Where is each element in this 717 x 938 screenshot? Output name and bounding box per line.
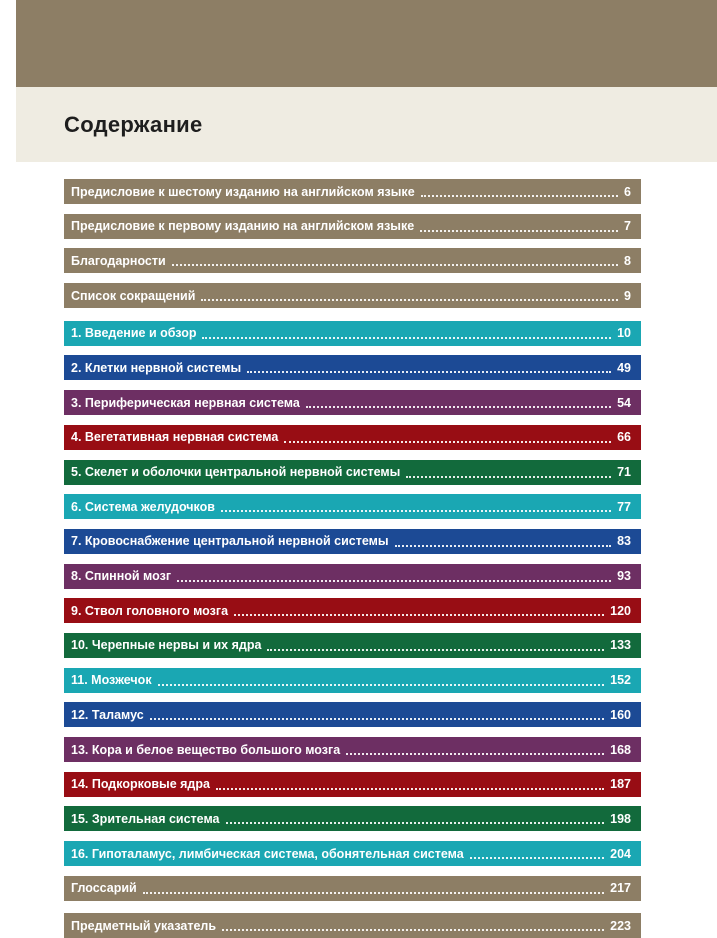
toc-entry-page: 204	[610, 846, 631, 861]
toc-entry-title: 5. Скелет и оболочки центральной нервной системы	[71, 465, 401, 479]
toc-entry-chapter-6[interactable]	[64, 494, 641, 519]
toc-entry-chapter-13[interactable]	[64, 737, 641, 762]
toc-entry-chapter-15[interactable]	[64, 806, 641, 831]
dot-leader	[143, 891, 604, 894]
toc-entry-index[interactable]	[64, 913, 641, 938]
toc-entry-title: 13. Кора и белое вещество большого мозга	[71, 742, 341, 757]
toc-entry-title: Предметный указатель	[71, 918, 217, 933]
toc-entry-chapter-2[interactable]	[64, 355, 641, 380]
toc-entry-page: 8	[624, 253, 631, 268]
toc-entry-page: 152	[610, 673, 631, 688]
toc-entry-page: 54	[617, 395, 631, 410]
toc-entry-page: 7	[624, 219, 631, 234]
toc-entry-page: 10	[617, 326, 631, 341]
toc-entry-chapter-12[interactable]	[64, 702, 641, 727]
dot-leader	[284, 440, 611, 443]
toc-entry-chapter-5[interactable]	[64, 460, 641, 485]
toc-entry-title: Предисловие к шестому изданию на английском языке	[71, 184, 415, 199]
top-decorative-band	[16, 0, 717, 87]
dot-leader	[247, 370, 611, 373]
toc-entry-title: 12. Таламус	[71, 707, 144, 722]
toc-entry-page: 133	[610, 638, 631, 653]
toc-entry-title: 6. Система желудочков	[71, 499, 215, 514]
toc-entry-title: 10. Черепные нервы и их ядра	[71, 638, 262, 653]
toc-entry-page: 9	[624, 288, 631, 303]
dot-leader	[201, 298, 618, 301]
table-of-contents	[64, 179, 641, 938]
dot-leader	[172, 263, 618, 266]
toc-entry-page: 66	[617, 430, 631, 445]
toc-entry-page: 187	[610, 777, 631, 792]
toc-entry-chapter-9[interactable]	[64, 598, 641, 623]
dot-leader	[177, 579, 611, 582]
dot-leader	[216, 787, 604, 790]
toc-entry-chapter-1[interactable]	[64, 321, 641, 346]
toc-entry-title: 15. Зрительная система	[71, 811, 220, 826]
toc-entry-page: 83	[617, 534, 631, 549]
toc-entry-chapter-3[interactable]	[64, 390, 641, 415]
dot-leader	[234, 613, 604, 616]
dot-leader	[158, 683, 605, 686]
toc-entry-chapter-14[interactable]	[64, 772, 641, 797]
toc-entry-title: 9. Ствол головного мозга	[71, 603, 229, 618]
toc-entry-page: 6	[624, 184, 631, 199]
dot-leader	[306, 405, 611, 408]
toc-entry-page: 93	[617, 569, 631, 584]
toc-entry-page: 223	[610, 918, 631, 933]
toc-entry-title: 4. Вегетативная нервная система	[71, 430, 279, 445]
dot-leader	[421, 194, 618, 197]
toc-entry-page: 198	[610, 811, 631, 826]
toc-entry-title: Глоссарий	[71, 881, 137, 896]
toc-entry-chapter-10[interactable]	[64, 633, 641, 658]
dot-leader	[406, 475, 611, 478]
dot-leader	[420, 229, 618, 232]
toc-entry-page: 217	[610, 881, 631, 896]
dot-leader	[222, 928, 604, 931]
toc-entry-abbreviations[interactable]	[64, 283, 641, 308]
toc-entry-page: 49	[617, 360, 631, 375]
dot-leader	[150, 717, 604, 720]
toc-entry-chapter-8[interactable]	[64, 564, 641, 589]
toc-entry-page: 120	[610, 603, 631, 618]
toc-entry-title: 11. Мозжечок	[71, 673, 152, 688]
toc-entry-page: 77	[617, 499, 631, 514]
toc-entry-chapter-16[interactable]	[64, 841, 641, 866]
toc-entry-chapter-4[interactable]	[64, 425, 641, 450]
toc-entry-title: 14. Подкорковые ядра	[71, 777, 210, 792]
toc-entry-title: 8. Спинной мозг	[71, 569, 172, 584]
dot-leader	[226, 821, 605, 824]
toc-entry-title: 16. Гипоталамус, лимбическая система, обонятельная система	[71, 846, 464, 861]
toc-entry-acknowledgements[interactable]	[64, 248, 641, 273]
toc-entry-title: Благодарности	[71, 253, 166, 268]
dot-leader	[346, 752, 604, 755]
toc-entry-title: Список сокращений	[71, 288, 196, 303]
toc-entry-title: Предисловие к первому изданию на английском языке	[71, 219, 415, 234]
dot-leader	[267, 648, 604, 651]
toc-entry-page: 168	[610, 742, 631, 757]
dot-leader	[395, 544, 612, 547]
toc-entry-page: 160	[610, 707, 631, 722]
toc-entry-page: 71	[617, 465, 631, 479]
toc-entry-title: 2. Клетки нервной системы	[71, 360, 242, 375]
toc-entry-title: 7. Кровоснабжение центральной нервной системы	[71, 534, 389, 549]
dot-leader	[470, 856, 604, 859]
toc-entry-chapter-7[interactable]	[64, 529, 641, 554]
toc-entry-title: 3. Периферическая нервная система	[71, 395, 300, 410]
toc-entry-glossary[interactable]	[64, 876, 641, 901]
dot-leader	[221, 509, 611, 512]
toc-entry-chapter-11[interactable]	[64, 668, 641, 693]
dot-leader	[202, 336, 611, 339]
page-title: Содержание	[64, 112, 203, 137]
toc-entry-preface-6th[interactable]	[64, 179, 641, 204]
toc-entry-title: 1. Введение и обзор	[71, 326, 197, 341]
toc-entry-preface-1st[interactable]	[64, 214, 641, 239]
